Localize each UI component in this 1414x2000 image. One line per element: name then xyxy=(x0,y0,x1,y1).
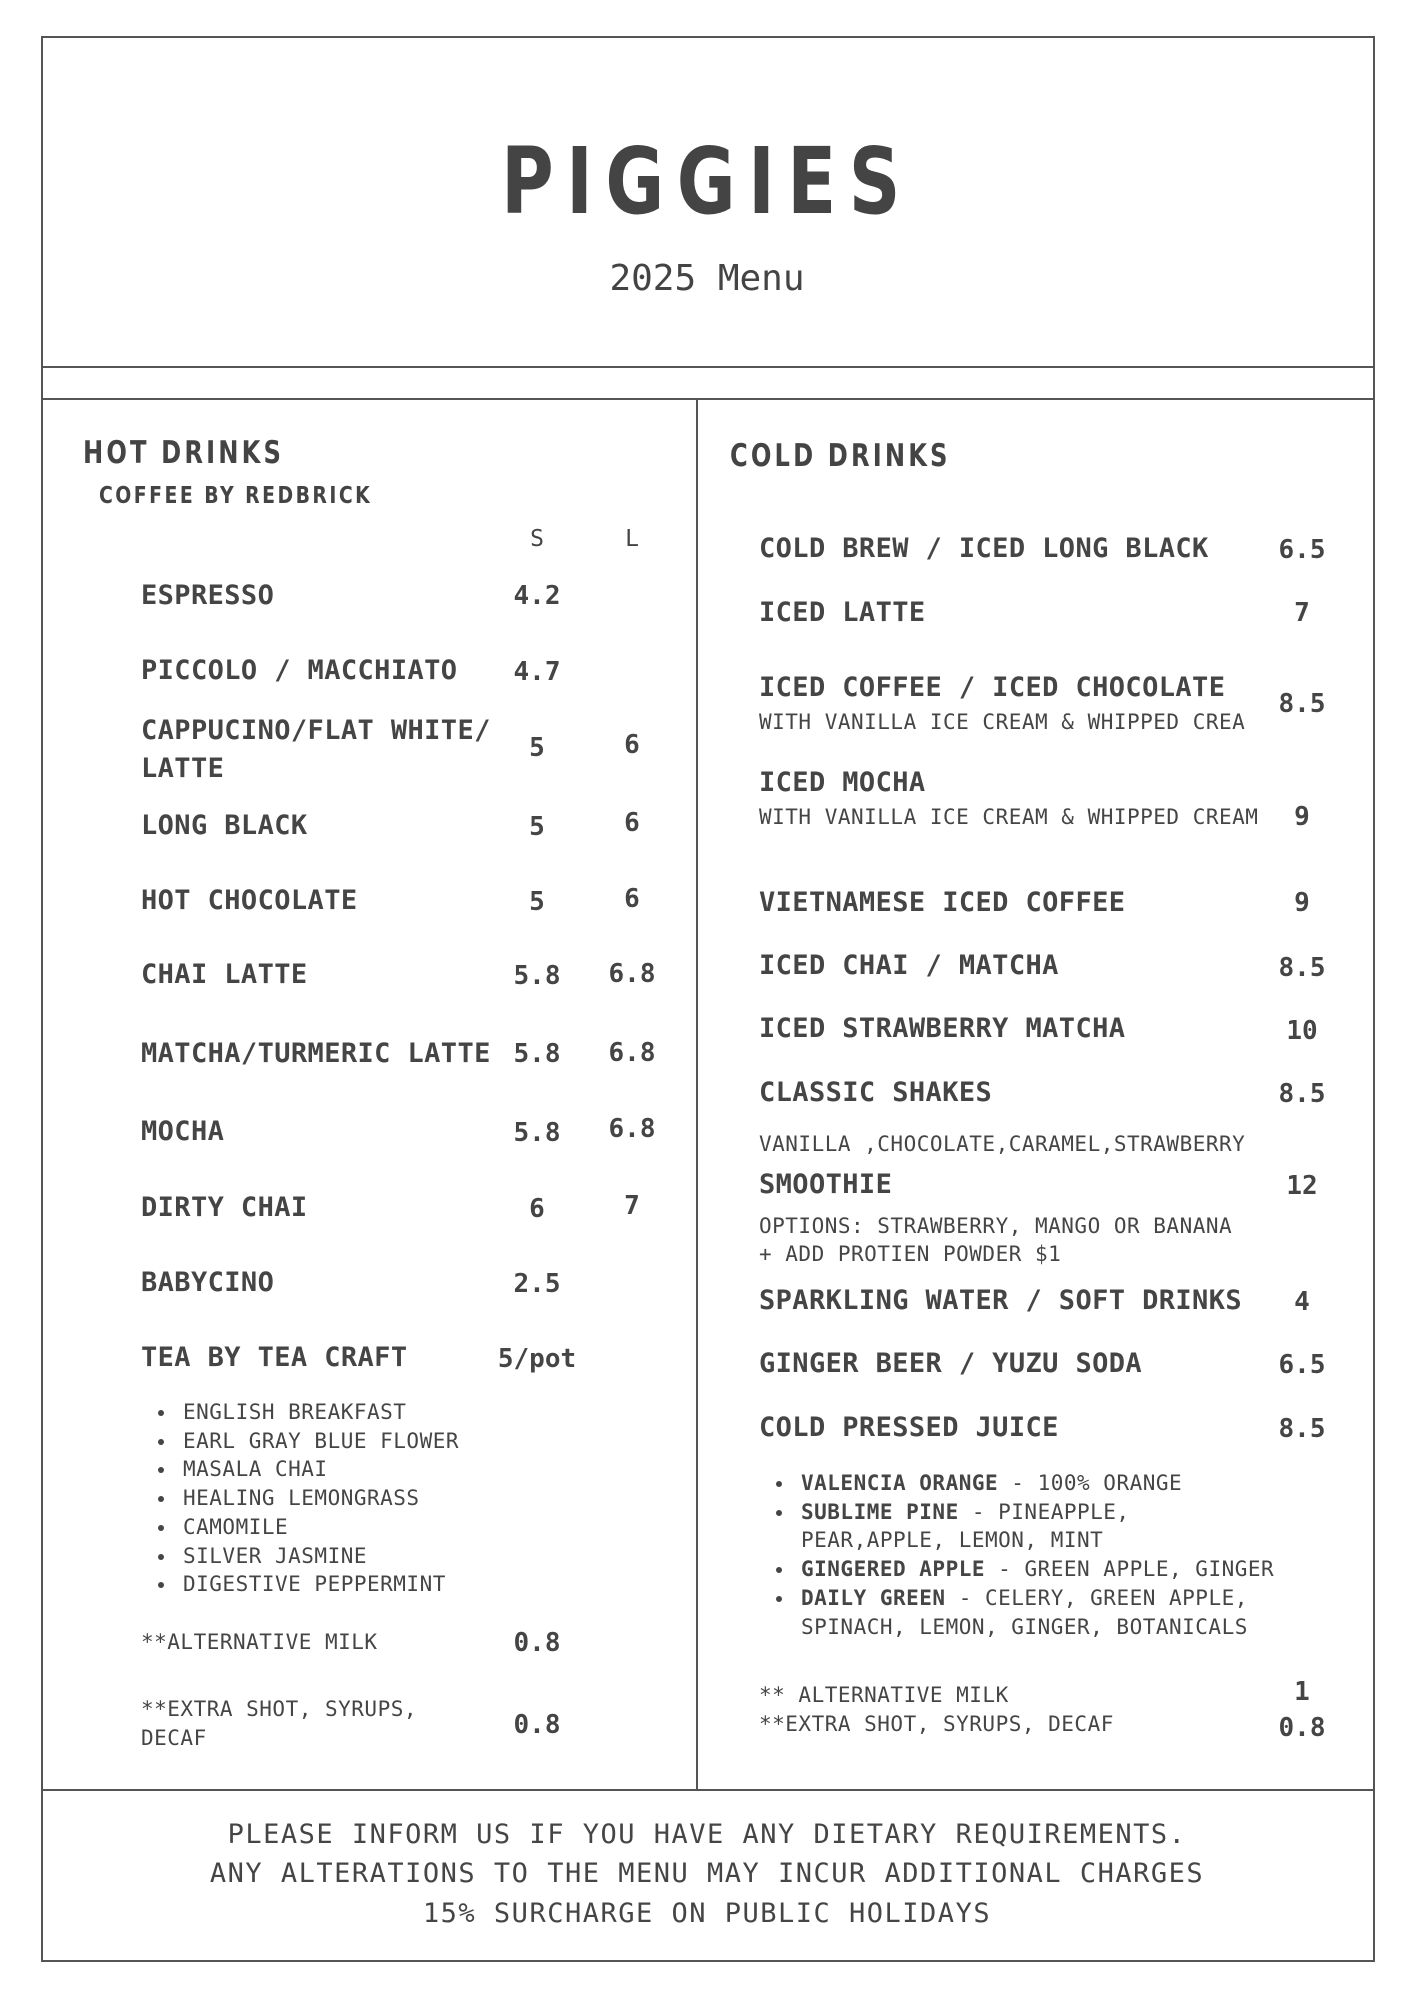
price-small: 5.8 xyxy=(513,1039,561,1069)
juice-name: GINGERED APPLE xyxy=(801,1557,986,1582)
menu-item-name: BABYCINO xyxy=(141,1267,275,1298)
menu-item-price: 9 xyxy=(1294,888,1310,918)
menu-item-price: 10 xyxy=(1286,1016,1318,1046)
price-large: 6 xyxy=(624,884,640,914)
menu-border xyxy=(41,36,1375,1962)
list-item: • DIGESTIVE PEPPERMINT xyxy=(177,1570,459,1599)
footer-dietary-notice: PLEASE INFORM US IF YOU HAVE ANY DIETARY REQUIREMENTS. xyxy=(227,1819,1187,1850)
alt-milk-label: ** ALTERNATIVE MILK xyxy=(759,1683,1009,1707)
menu-item-name: ICED MOCHA xyxy=(759,767,926,798)
footer-alterations-notice: ANY ALTERATIONS TO THE MENU MAY INCUR ADDITIONAL CHARGES xyxy=(209,1858,1205,1889)
menu-item-name: PICCOLO / MACCHIATO xyxy=(141,655,458,686)
menu-item-note: WITH VANILLA ICE CREAM & WHIPPED CREA xyxy=(759,710,1246,734)
menu-item-price: 8.5 xyxy=(1278,1414,1326,1444)
menu-item-name: CLASSIC SHAKES xyxy=(759,1077,993,1108)
menu-item-name: ICED COFFEE / ICED CHOCOLATE xyxy=(759,672,1226,703)
size-large-header: L xyxy=(625,526,639,552)
menu-item-name: ICED CHAI / MATCHA xyxy=(759,950,1059,981)
header-divider-bottom xyxy=(41,398,1375,400)
extras-price: 0.8 xyxy=(513,1710,561,1740)
price-small: 5.8 xyxy=(513,961,561,991)
list-item: • ENGLISH BREAKFAST xyxy=(177,1398,459,1427)
menu-item-name: HOT CHOCOLATE xyxy=(141,885,358,916)
extras-label: **EXTRA SHOT, SYRUPS, xyxy=(141,1697,418,1721)
list-item xyxy=(795,1498,1274,1555)
list-item: • EARL GRAY BLUE FLOWER xyxy=(177,1427,459,1456)
menu-item-name: LONG BLACK xyxy=(141,810,308,841)
juice-desc-line2: SPINACH, LEMON, GINGER, BOTANICALS xyxy=(801,1614,1248,1639)
menu-item-price: 8.5 xyxy=(1278,953,1326,983)
menu-item-price: 6.5 xyxy=(1278,1350,1326,1380)
price-large: 6.8 xyxy=(608,1038,656,1068)
price-small: 2.5 xyxy=(513,1269,561,1299)
price-small: 5 xyxy=(529,887,545,917)
juice-desc: - PINEAPPLE, xyxy=(958,1499,1130,1524)
menu-item-price: 9 xyxy=(1294,802,1310,832)
juice-name: VALENCIA ORANGE xyxy=(801,1471,999,1495)
menu-item-price: 8.5 xyxy=(1278,689,1326,719)
menu-item-note: VANILLA ,CHOCOLATE,CARAMEL,STRAWBERRY xyxy=(759,1132,1246,1156)
extras-label-line2: DECAF xyxy=(141,1726,207,1750)
menu-item-name: SPARKLING WATER / SOFT DRINKS xyxy=(759,1285,1243,1316)
size-small-header: S xyxy=(530,526,544,552)
header-divider-top xyxy=(41,366,1375,368)
list-item: • SILVER JASMINE xyxy=(177,1542,459,1571)
alt-milk-label: **ALTERNATIVE MILK xyxy=(141,1630,378,1654)
juice-desc: - CELERY, GREEN APPLE, xyxy=(945,1585,1248,1610)
price-large: 6.8 xyxy=(608,959,656,989)
juice-desc-line2: PEAR,APPLE, LEMON, MINT xyxy=(801,1528,1104,1553)
price-small: 5.8 xyxy=(513,1118,561,1148)
price-large: 6 xyxy=(624,808,640,838)
menu-item-name: TEA BY TEA CRAFT xyxy=(141,1342,408,1373)
cold-drinks-heading: COLD DRINKS xyxy=(730,438,951,474)
menu-item-name: SMOOTHIE xyxy=(759,1169,893,1200)
juice-name: DAILY GREEN xyxy=(801,1585,946,1610)
price-small: 4.7 xyxy=(513,657,561,687)
list-item: • HEALING LEMONGRASS xyxy=(177,1484,459,1513)
menu-item-name: ICED LATTE xyxy=(759,597,926,628)
menu-item-note: WITH VANILLA ICE CREAM & WHIPPED CREAM xyxy=(759,805,1259,829)
menu-item-name: ICED STRAWBERRY MATCHA xyxy=(759,1013,1126,1044)
footer-surcharge-notice: 15% SURCHARGE ON PUBLIC HOLIDAYS xyxy=(422,1898,992,1929)
menu-item-price: 4 xyxy=(1294,1287,1310,1317)
menu-item-name: COLD BREW / ICED LONG BLACK xyxy=(759,533,1209,564)
price-per-pot: 5/pot xyxy=(497,1344,577,1374)
menu-item-note: OPTIONS: STRAWBERRY, MANGO OR BANANA xyxy=(759,1214,1233,1238)
price-large: 7 xyxy=(624,1191,640,1221)
alt-milk-price: 0.8 xyxy=(513,1628,561,1658)
alt-milk-price: 1 xyxy=(1294,1677,1310,1707)
menu-item-name: CHAI LATTE xyxy=(141,959,308,990)
menu-item-price: 7 xyxy=(1294,598,1310,628)
menu-item-name: MATCHA/TURMERIC LATTE xyxy=(141,1038,491,1069)
menu-title: PIGGIES xyxy=(501,128,913,235)
menu-item-name: COLD PRESSED JUICE xyxy=(759,1412,1059,1443)
menu-item-name: MOCHA xyxy=(141,1116,225,1147)
juice-name: SUBLIME PINE xyxy=(801,1499,959,1524)
hot-drinks-heading: HOT DRINKS xyxy=(83,435,284,471)
menu-item-price: 8.5 xyxy=(1278,1079,1326,1109)
extras-price: 0.8 xyxy=(1278,1713,1326,1743)
menu-item-name-line2: LATTE xyxy=(141,753,225,784)
price-small: 5 xyxy=(529,812,545,842)
list-item xyxy=(795,1469,1274,1498)
extras-label: **EXTRA SHOT, SYRUPS, DECAF xyxy=(759,1712,1114,1736)
price-large: 6 xyxy=(624,730,640,760)
list-item xyxy=(795,1555,1274,1584)
list-item: • CAMOMILE xyxy=(177,1513,459,1542)
menu-item-name: VIETNAMESE ICED COFFEE xyxy=(759,887,1126,918)
menu-item-name: DIRTY CHAI xyxy=(141,1192,308,1223)
price-small: 6 xyxy=(529,1194,545,1224)
juice-desc: - 100% ORANGE xyxy=(998,1471,1183,1495)
price-large: 6.8 xyxy=(608,1114,656,1144)
juice-list xyxy=(759,1469,1274,1641)
menu-item-name: GINGER BEER / YUZU SODA xyxy=(759,1348,1143,1379)
menu-subtitle: 2025 Menu xyxy=(609,258,805,299)
juice-desc: - GREEN APPLE, GINGER xyxy=(985,1557,1275,1582)
menu-item-name: CAPPUCINO/FLAT WHITE/ xyxy=(141,715,491,746)
price-small: 5 xyxy=(529,733,545,763)
price-small: 4.2 xyxy=(513,581,561,611)
column-divider xyxy=(696,398,698,1790)
menu-item-price: 12 xyxy=(1286,1171,1318,1201)
coffee-supplier-subheading: COFFEE BY REDBRICK xyxy=(99,483,373,509)
menu-item-name: ESPRESSO xyxy=(141,580,275,611)
tea-list xyxy=(141,1398,459,1599)
list-item xyxy=(795,1584,1274,1641)
footer-divider xyxy=(41,1789,1375,1791)
list-item: • MASALA CHAI xyxy=(177,1455,459,1484)
menu-item-price: 6.5 xyxy=(1278,535,1326,565)
menu-item-note-line2: + ADD PROTIEN POWDER $1 xyxy=(759,1242,1062,1266)
